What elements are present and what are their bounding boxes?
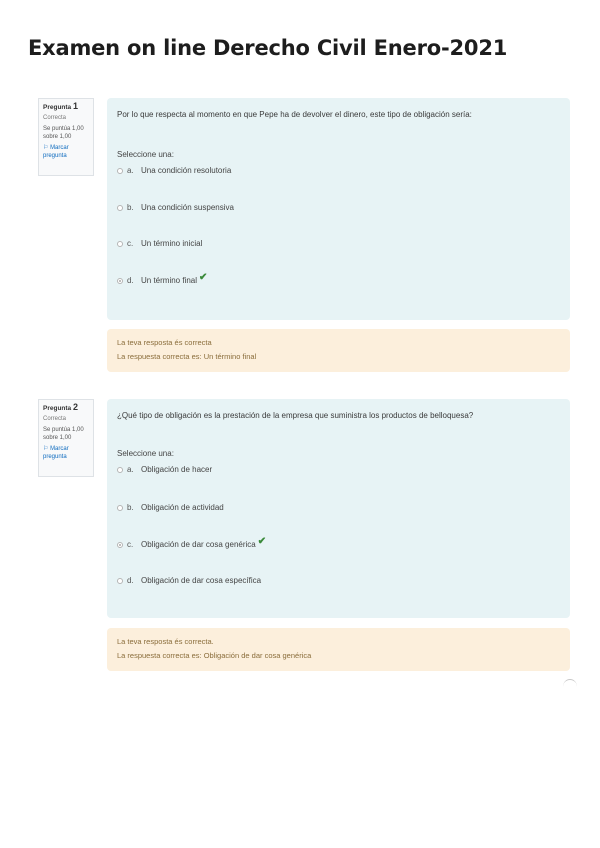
option-b[interactable]: b. Obligación de actividad <box>117 503 224 512</box>
option-text: Una condición suspensiva <box>141 203 234 212</box>
option-a[interactable]: a. Obligación de hacer <box>117 465 212 474</box>
option-text: Obligación de actividad <box>141 503 224 512</box>
question-status: Correcta <box>43 416 67 422</box>
question-prompt: ¿Qué tipo de obligación es la prestación de la empresa que suministra los productos de belloquesa? <box>117 411 474 420</box>
radio-option-d[interactable] <box>117 278 123 284</box>
option-text: Obligación de dar cosa genérica <box>141 540 256 549</box>
radio-option-d[interactable] <box>117 578 123 584</box>
option-text: Obligación de dar cosa específica <box>141 576 262 585</box>
feedback-answer: La respuesta correcta es: Obligación de dar cosa genérica <box>117 651 312 660</box>
feedback-status: La teva resposta és correcta. <box>117 637 214 646</box>
option-text: Un término final <box>141 276 198 285</box>
select-label: Seleccione una: <box>117 449 174 458</box>
flag-question-link[interactable]: ⚐ Marcar pregunta <box>43 145 69 159</box>
radio-option-a[interactable] <box>117 168 123 174</box>
option-d[interactable]: d. Un término final ✔ <box>117 275 207 286</box>
radio-option-b[interactable] <box>117 505 123 511</box>
radio-option-b[interactable] <box>117 205 123 211</box>
option-c[interactable]: c. Un término inicial <box>117 239 202 248</box>
option-text: Una condición resolutoria <box>141 166 232 175</box>
question-formulation-2 <box>107 399 570 618</box>
question-grade: Se puntúa 1,00 sobre 1,00 <box>43 427 84 441</box>
question-status: Correcta <box>43 115 67 121</box>
scroll-indicator[interactable] <box>563 679 577 694</box>
question-prompt: Por lo que respecta al momento en que Pepe ha de devolver el dinero, este tipo de obligación sería: <box>117 110 472 119</box>
question-label: Pregunta 2 <box>43 402 78 412</box>
question-label: Pregunta 1 <box>43 101 78 111</box>
radio-option-c[interactable] <box>117 241 123 247</box>
question-grade: Se puntúa 1,00 sobre 1,00 <box>43 126 84 140</box>
correct-check-icon: ✔ <box>257 536 267 547</box>
radio-option-c[interactable] <box>117 542 123 548</box>
option-b[interactable]: b. Una condición suspensiva <box>117 203 234 212</box>
flag-question-link[interactable]: ⚐ Marcar pregunta <box>43 446 69 460</box>
feedback-box-1 <box>107 329 570 372</box>
option-text: Un término inicial <box>141 239 203 248</box>
correct-check-icon: ✔ <box>199 272 208 283</box>
question-formulation-1 <box>107 98 570 320</box>
question-info-2 <box>38 399 94 477</box>
option-a[interactable]: a. Una condición resolutoria <box>117 166 231 175</box>
select-label: Seleccione una: <box>117 150 174 159</box>
radio-option-a[interactable] <box>117 467 123 473</box>
page-title: Examen on line Derecho Civil Enero-2021 <box>28 36 508 60</box>
question-info-1 <box>38 98 94 176</box>
feedback-box-2 <box>107 628 570 671</box>
feedback-answer: La respuesta correcta es: Un término final <box>117 352 257 361</box>
flag-icon: ⚐ <box>43 145 49 151</box>
feedback-status: La teva resposta és correcta <box>117 338 212 347</box>
option-d[interactable]: d. Obligación de dar cosa específica <box>117 576 261 585</box>
option-text: Obligación de hacer <box>141 465 213 474</box>
flag-icon: ⚐ <box>43 446 49 452</box>
option-c[interactable]: c. Obligación de dar cosa genérica ✔ <box>117 539 266 550</box>
